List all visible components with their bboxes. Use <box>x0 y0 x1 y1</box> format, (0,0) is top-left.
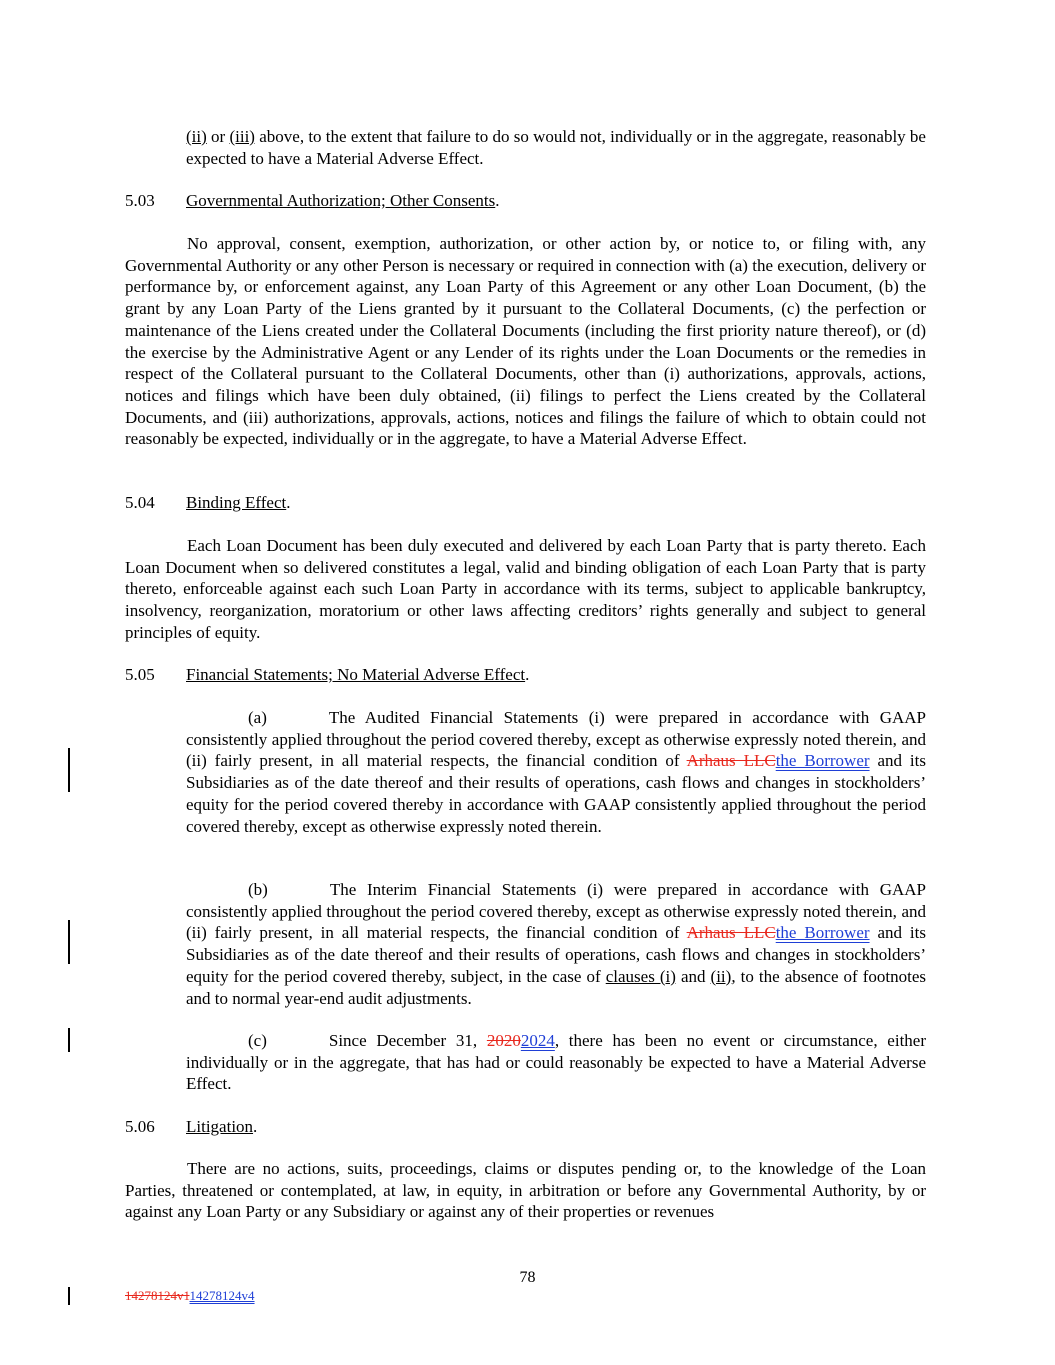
section-number: 5.03 <box>125 191 155 210</box>
inserted-text: the Borrower <box>775 751 870 771</box>
section-number: 5.04 <box>125 493 155 512</box>
section-title: Litigation <box>186 1117 254 1136</box>
inserted-text: the Borrower <box>775 923 870 943</box>
section-title: Financial Statements; No Material Adverse Effect <box>186 665 526 684</box>
clause-label: (a) <box>248 708 267 727</box>
inserted-text: 2024 <box>520 1031 555 1050</box>
deleted-doc-id: 14278124v1 <box>125 1288 190 1303</box>
clause-label: (b) <box>248 880 268 899</box>
clause-label: (c) <box>248 1031 267 1050</box>
inserted-doc-id: 14278124v4 <box>189 1288 255 1303</box>
section-number: 5.05 <box>125 665 155 684</box>
document-id <box>125 1288 255 1304</box>
page-number: 78 <box>519 1269 536 1286</box>
deleted-text: 2020 <box>486 1031 521 1050</box>
section-number: 5.06 <box>125 1117 155 1136</box>
change-bar <box>68 748 70 792</box>
section-504-body: Each Loan Document has been duly executed and delivered by each Loan Party that is party thereto. Each Loan Document when so delivered constitutes a legal, valid and binding obligation of each Loan Party that is party thereto, enforceable against each such Loan Party in accordance with its terms, subject to applicable bankruptcy, insolvency, reorganization, moratorium or other laws affecting creditors’ rights generally and subject to general principles of equity. <box>125 536 926 642</box>
deleted-text: Arhaus LLC <box>686 923 776 943</box>
section-505-b: (b) The Interim Financial Statements (i) were prepared in accordance with GAAP consistently applied throughout the period covered thereby, except as otherwise expressly noted therein, and (ii) fairly present, in all material respects, the financial condition of Arhaus LLCthe Borrower and its Subsidiaries as of the date thereof and their results of operations, cash flows and changes in stockholders’ equity for the period covered thereby, subject, in the case of clauses (i) and (ii), to the absence of footnotes and to normal year-end audit adjustments. <box>186 880 927 1008</box>
change-bar <box>68 1028 70 1052</box>
section-title: Governmental Authorization; Other Consents <box>186 191 496 210</box>
deleted-text: Arhaus LLC <box>686 751 776 771</box>
ref-clauses-i: clauses (i) <box>605 966 676 986</box>
ref-iii: (iii) <box>229 127 255 146</box>
section-505-c: (c) Since December 31, 20202024, there has been no event or circumstance, either individually or in the aggregate, that has had or could reasonably be expected to have a Material Adverse Effect. <box>186 1031 926 1094</box>
section-506-body: There are no actions, suits, proceedings, claims or disputes pending or, to the knowledge of the Loan Parties, threatened or contemplated, at law, in equity, in arbitration or before any Governmental Authority, by or against any Loan Party or any Subsidiary or against any of their properties or revenues <box>125 1159 926 1222</box>
change-bar <box>68 1287 70 1305</box>
intro-paragraph: (ii) or (iii) above, to the extent that failure to do so would not, individually or in the aggregate, reasonably be expected to have a Material Adverse Effect. <box>186 127 926 168</box>
section-503-body: No approval, consent, exemption, authorization, or other action by, or notice to, or filing with, any Governmental Authority or any other Person is necessary or required in connection with (a) the execution, delivery or performance by, or enforcement against, any Loan Party of this Agreement or any other Loan Document, (b) the grant by any Loan Party of the Liens granted by it pursuant to the Collateral Documents, (c) the perfection or maintenance of the Liens created under the Collateral Documents (including the first priority nature thereof), or (d) the exercise by the Administrative Agent or any Lender of its rights under the Loan Documents or the remedies in respect of the Collateral pursuant to the Collateral Documents, other than (i) authorizations, approvals, actions, notices and filings which have been duly obtained, (ii) filings to perfect the Liens created by the Collateral Documents, and (iii) authorizations, approvals, actions, notices and filings the failure of which to obtain could not reasonably be expected, individually or in the aggregate, to have a Material Adverse Effect. <box>125 234 926 449</box>
section-title: Binding Effect <box>186 493 287 512</box>
document-page: (ii) or (iii) above, to the extent that failure to do so would not, individually or in the aggregate, reasonably be expected to have a Material Adverse Effect. 5.03 Governmental Authorization; Other Consents. No approval, consent, exemption, authorization, or other action by, or notice to, or filing with, any Governmental Authority or any other Person is necessary or required in connection with (a) the execution, delivery or performance by, or enforcement against, any Loan Party of this Agreement or any other Loan Document, (b) the grant by any Loan Party of the Liens granted by it pursuant to the Collateral Documents, (c) the perfection or maintenance of the Liens created under the Collateral Documents (including the first priority nature thereof), or (d) the exercise by the Administrative Agent or any Lender of its rights under the Loan Documents or the remedies in respect of the Collateral pursuant to the Collateral Documents, other than (i) authorizations, approvals, actions, notices and filings which have been duly obtained, (ii) filings to perfect the Liens created by the Collateral Documents, and (iii) authorizations, approvals, actions, notices and filings the failure of which to obtain could not reasonably be expected, individually or in the aggregate, to have a Material Adverse Effect. 5.04 Binding Effect. Each Loan Document has been duly executed and delivered by each Loan Party that is party thereto. Each Loan Document when so delivered constitutes a legal, valid and binding obligation of each Loan Party that is party thereto, enforceable against each such Loan Party in accordance with its terms, subject to applicable bankruptcy, insolvency, reorganization, moratorium or other laws affecting creditors’ rights generally and subject to general principles of equity. 5.05 Financial Statements; No Material Adverse Effect. (a) The Audited Financial Statements (i) were prepared in accordance with GAAP consistently applied throughout the period covered thereby, except as otherwise expressly noted therein, and (ii) fairly present, in all material respects, the financial condition of Arhaus LLCthe Borrower and its Subsidiaries as of the date thereof and their results of operations, cash flows and changes in stockholders’ equity for the period covered thereby in accordance with GAAP consistently applied throughout the period covered thereby, except as otherwise expressly noted therein. (b) The Interim Financial Statements (i) were prepared in accordance with GAAP consistently applied throughout the period covered thereby, except as otherwise expressly noted therein, and (ii) fairly present, in all material respects, the financial condition of Arhaus LLCthe Borrower and its Subsidiaries as of the date thereof and their results of operations, cash flows and changes in stockholders’ equity for the period covered thereby, subject, in the case of clauses (i) and (ii), to the absence of footnotes and to normal year-end audit adjustments. (c) Since December 31, 20202024, there has been no event or circumstance, either individually or in the aggregate, that has had or could reasonably be expected to have a Material Adverse Effect. 5.06 Litigation. There are no actions, suits, proceedings, claims or disputes pending or, to the knowledge of the Loan Parties, threatened or contemplated, at law, in equity, in arbitration or before any Governmental Authority, by or against any Loan Party or any Subsidiary or against any of their properties or revenues 78 14278124v114278124v4 <box>0 0 1055 1365</box>
ref-ii: (ii) <box>710 966 732 986</box>
section-505-a: (a) The Audited Financial Statements (i) were prepared in accordance with GAAP consistently applied throughout the period covered thereby, except as otherwise expressly noted therein, and (ii) fairly present, in all material respects, the financial condition of Arhaus LLCthe Borrower and its Subsidiaries as of the date thereof and their results of operations, cash flows and changes in stockholders’ equity for the period covered thereby in accordance with GAAP consistently applied throughout the period covered thereby, except as otherwise expressly noted therein. <box>186 708 926 836</box>
change-bar <box>68 920 70 964</box>
ref-ii: (ii) <box>186 127 207 146</box>
